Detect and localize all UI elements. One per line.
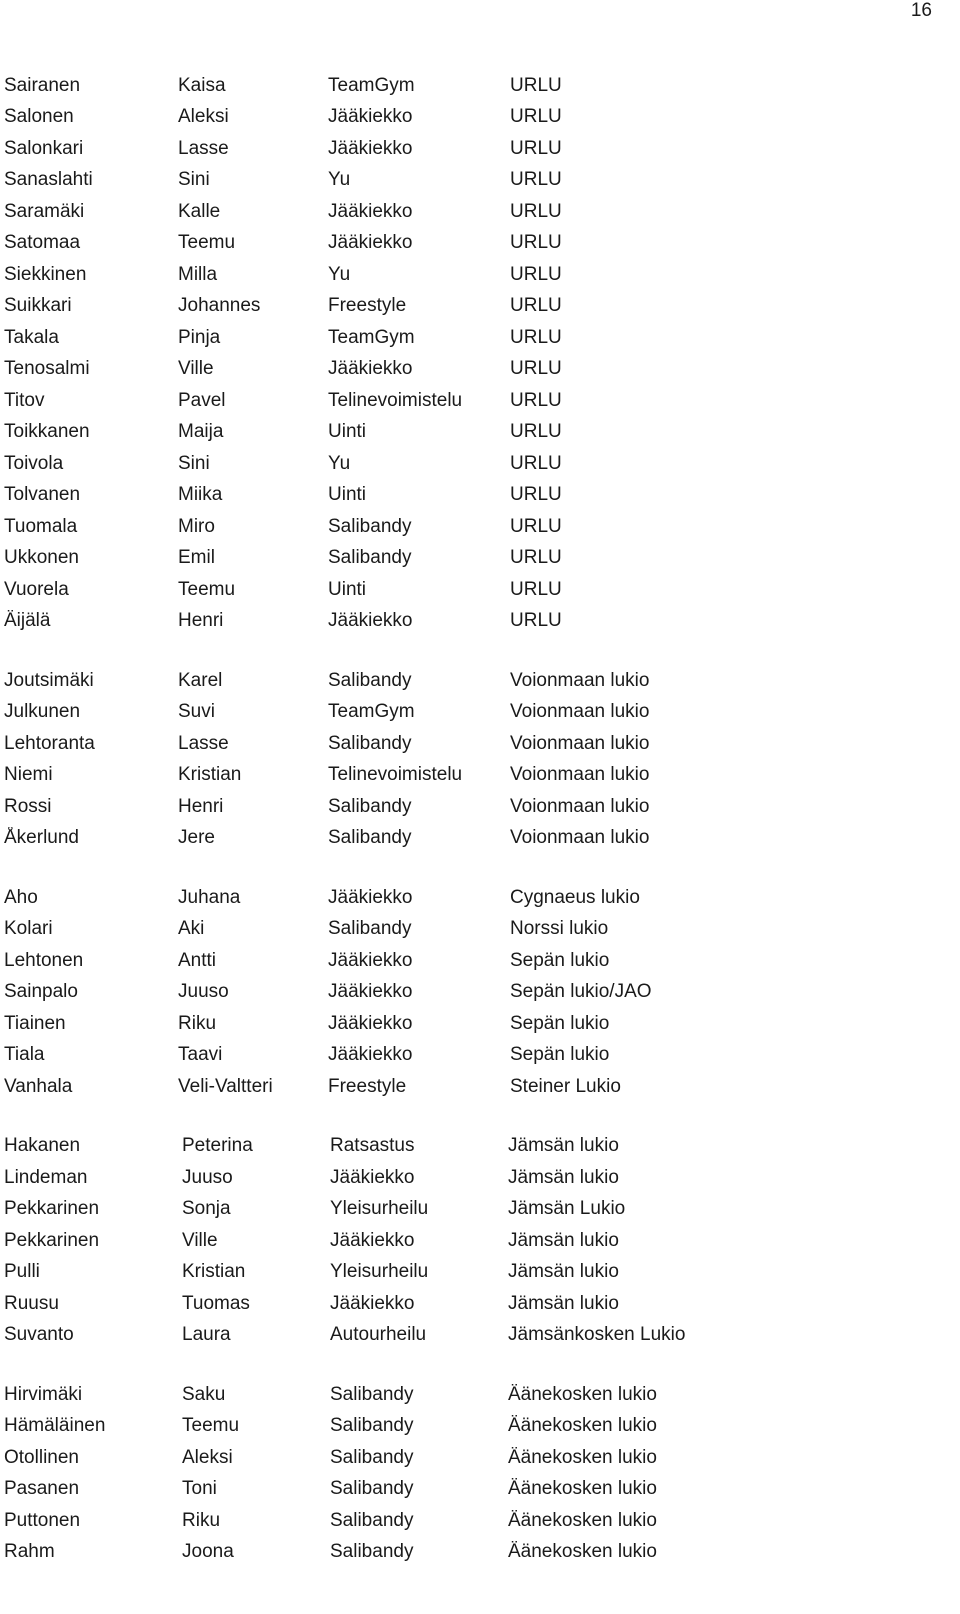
last-name-cell: Salonkari [4,137,84,159]
table-row [4,823,944,855]
table-row [4,882,944,914]
school-cell: Äänekosken lukio [508,1383,657,1405]
sport-cell: Autourheilu [330,1324,427,1346]
last-name-cell: Rahm [4,1541,55,1563]
first-name-cell: Miro [178,515,215,537]
school-cell: URLU [510,74,562,96]
last-name-cell: Ruusu [4,1292,59,1314]
sport-cell: Jääkiekko [328,358,413,380]
first-name-cell: Aleksi [178,106,229,128]
school-cell: Voionmaan lukio [510,827,650,849]
school-cell: URLU [510,232,562,254]
last-name-cell: Vanhala [4,1075,73,1097]
last-name-cell: Toivola [4,452,64,474]
athlete-group [4,882,944,1103]
sport-cell: Salibandy [328,547,412,569]
sport-cell: Jääkiekko [328,981,413,1003]
table-row [4,133,944,165]
table-row [4,354,944,386]
school-cell: URLU [510,200,562,222]
sport-cell: TeamGym [328,74,415,96]
school-cell: Jämsän Lukio [508,1198,626,1220]
first-name-cell: Teemu [182,1415,240,1437]
last-name-cell: Puttonen [4,1509,81,1531]
athlete-group [4,1131,944,1352]
table-row [4,511,944,543]
table-row [4,1505,944,1537]
last-name-cell: Tuomala [4,515,78,537]
sport-cell: Yu [328,452,351,474]
first-name-cell: Milla [178,263,218,285]
school-cell: URLU [510,263,562,285]
last-name-cell: Sanaslahti [4,169,93,191]
last-name-cell: Otollinen [4,1446,79,1468]
last-name-cell: Rossi [4,795,52,817]
last-name-cell: Lindeman [4,1166,88,1188]
school-cell: URLU [510,358,562,380]
school-cell: Sepän lukio [510,949,610,971]
first-name-cell: Pavel [178,389,226,411]
table-row [4,1071,944,1103]
last-name-cell: Salonen [4,106,74,128]
first-name-cell: Juuso [182,1166,233,1188]
table-row [4,417,944,449]
table-row [4,1040,944,1072]
table-row [4,1194,944,1226]
sport-cell: Salibandy [330,1509,414,1531]
first-name-cell: Riku [178,1012,217,1034]
last-name-cell: Tenosalmi [4,358,90,380]
table-row [4,914,944,946]
sport-cell: Jääkiekko [328,106,413,128]
school-cell: URLU [510,169,562,191]
sport-cell: Uinti [328,484,367,506]
last-name-cell: Aho [4,886,38,908]
school-cell: Sepän lukio/JAO [510,981,652,1003]
table-row [4,70,944,102]
page-number: 16 [910,0,932,21]
table-row [4,945,944,977]
first-name-cell: Teemu [178,232,236,254]
first-name-cell: Miika [178,484,223,506]
last-name-cell: Tiala [4,1044,45,1066]
table-row [4,1442,944,1474]
last-name-cell: Tolvanen [4,484,81,506]
last-name-cell: Tiainen [4,1012,66,1034]
first-name-cell: Henri [178,795,224,817]
sport-cell: TeamGym [328,326,415,348]
school-cell: URLU [510,547,562,569]
sport-cell: Jääkiekko [330,1166,415,1188]
sport-cell: TeamGym [328,701,415,723]
last-name-cell: Titov [4,389,45,411]
school-cell: URLU [510,326,562,348]
table-row [4,1225,944,1257]
first-name-cell: Suvi [178,701,215,723]
school-cell: Äänekosken lukio [508,1446,657,1468]
sport-cell: Yleisurheilu [330,1198,429,1220]
school-cell: URLU [510,137,562,159]
school-cell: URLU [510,421,562,443]
first-name-cell: Ville [182,1229,218,1251]
school-cell: Äänekosken lukio [508,1541,657,1563]
first-name-cell: Lasse [178,732,229,754]
first-name-cell: Juuso [178,981,229,1003]
school-cell: Voionmaan lukio [510,795,650,817]
sport-cell: Jääkiekko [328,1012,413,1034]
table-row [4,977,944,1009]
sport-cell: Salibandy [330,1383,414,1405]
sport-cell: Jääkiekko [330,1292,415,1314]
first-name-cell: Henri [178,610,224,632]
last-name-cell: Suvanto [4,1324,74,1346]
school-cell: URLU [510,389,562,411]
sport-cell: Telinevoimistelu [328,389,463,411]
school-cell: Äänekosken lukio [508,1478,657,1500]
last-name-cell: Lehtoranta [4,732,95,754]
school-cell: URLU [510,610,562,632]
first-name-cell: Tuomas [182,1292,250,1314]
last-name-cell: Äijälä [4,610,51,632]
school-cell: URLU [510,452,562,474]
sport-cell: Salibandy [330,1446,414,1468]
school-cell: Jämsänkosken Lukio [508,1324,686,1346]
table-row [4,1257,944,1289]
school-cell: Jämsän lukio [508,1261,619,1283]
first-name-cell: Saku [182,1383,226,1405]
sport-cell: Jääkiekko [328,949,413,971]
last-name-cell: Hirvimäki [4,1383,83,1405]
school-cell: Äänekosken lukio [508,1415,657,1437]
school-cell: Voionmaan lukio [510,701,650,723]
school-cell: Cygnaeus lukio [510,886,640,908]
sport-cell: Yu [328,169,351,191]
table-row [4,543,944,575]
last-name-cell: Pekkarinen [4,1229,100,1251]
table-row [4,1162,944,1194]
first-name-cell: Aleksi [182,1446,233,1468]
table-row [4,697,944,729]
first-name-cell: Jere [178,827,215,849]
sport-cell: Jääkiekko [328,610,413,632]
first-name-cell: Kristian [182,1261,246,1283]
last-name-cell: Siekkinen [4,263,87,285]
first-name-cell: Riku [182,1509,221,1531]
sport-cell: Uinti [328,578,367,600]
school-cell: Sepän lukio [510,1044,610,1066]
last-name-cell: Suikkari [4,295,72,317]
sport-cell: Salibandy [330,1415,414,1437]
sport-cell: Yleisurheilu [330,1261,429,1283]
sport-cell: Salibandy [328,827,412,849]
last-name-cell: Satomaa [4,232,81,254]
sport-cell: Salibandy [328,669,412,691]
first-name-cell: Ville [178,358,214,380]
table-row [4,606,944,638]
last-name-cell: Pulli [4,1261,40,1283]
school-cell: Steiner Lukio [510,1075,621,1097]
school-cell: Jämsän lukio [508,1229,619,1251]
sport-cell: Jääkiekko [328,137,413,159]
sport-cell: Ratsastus [330,1135,415,1157]
school-cell: URLU [510,295,562,317]
sport-cell: Jääkiekko [328,200,413,222]
table-row [4,574,944,606]
last-name-cell: Ukkonen [4,547,79,569]
school-cell: Voionmaan lukio [510,732,650,754]
school-cell: Voionmaan lukio [510,669,650,691]
school-cell: Jämsän lukio [508,1135,619,1157]
sport-cell: Salibandy [330,1541,414,1563]
sport-cell: Jääkiekko [328,232,413,254]
sport-cell: Salibandy [328,918,412,940]
table-row [4,1379,944,1411]
sport-cell: Yu [328,263,351,285]
last-name-cell: Takala [4,326,59,348]
first-name-cell: Kaisa [178,74,226,96]
school-cell: URLU [510,578,562,600]
table-row [4,480,944,512]
last-name-cell: Åkerlund [4,827,79,849]
table-row [4,291,944,323]
sport-cell: Freestyle [328,295,407,317]
sport-cell: Salibandy [328,732,412,754]
table-row [4,1474,944,1506]
school-cell: URLU [510,106,562,128]
table-row [4,1288,944,1320]
last-name-cell: Julkunen [4,701,81,723]
school-cell: URLU [510,484,562,506]
athlete-group [4,70,944,637]
first-name-cell: Karel [178,669,223,691]
first-name-cell: Taavi [178,1044,223,1066]
last-name-cell: Sairanen [4,74,81,96]
athlete-group [4,665,944,854]
last-name-cell: Pasanen [4,1478,80,1500]
first-name-cell: Pinja [178,326,221,348]
table-row [4,448,944,480]
sport-cell: Jääkiekko [328,886,413,908]
table-row [4,102,944,134]
table-row [4,1320,944,1352]
school-cell: Voionmaan lukio [510,764,650,786]
athlete-list [4,70,944,1568]
first-name-cell: Lasse [178,137,229,159]
table-row [4,322,944,354]
first-name-cell: Kristian [178,764,242,786]
table-row [4,791,944,823]
last-name-cell: Hämäläinen [4,1415,106,1437]
table-row [4,1008,944,1040]
school-cell: Äänekosken lukio [508,1509,657,1531]
table-row [4,728,944,760]
last-name-cell: Joutsimäki [4,669,94,691]
first-name-cell: Peterina [182,1135,253,1157]
first-name-cell: Johannes [178,295,261,317]
athlete-group [4,1379,944,1568]
first-name-cell: Antti [178,949,217,971]
sport-cell: Freestyle [328,1075,407,1097]
first-name-cell: Toni [182,1478,217,1500]
table-row [4,665,944,697]
last-name-cell: Vuorela [4,578,69,600]
first-name-cell: Emil [178,547,215,569]
table-row [4,228,944,260]
school-cell: URLU [510,515,562,537]
last-name-cell: Lehtonen [4,949,84,971]
first-name-cell: Kalle [178,200,221,222]
school-cell: Norssi lukio [510,918,609,940]
first-name-cell: Juhana [178,886,241,908]
sport-cell: Salibandy [328,515,412,537]
last-name-cell: Hakanen [4,1135,81,1157]
last-name-cell: Pekkarinen [4,1198,100,1220]
school-cell: Jämsän lukio [508,1166,619,1188]
sport-cell: Salibandy [330,1478,414,1500]
first-name-cell: Aki [178,918,205,940]
first-name-cell: Sini [178,452,210,474]
sport-cell: Jääkiekko [328,1044,413,1066]
last-name-cell: Kolari [4,918,53,940]
last-name-cell: Saramäki [4,200,85,222]
last-name-cell: Toikkanen [4,421,90,443]
table-row [4,1411,944,1443]
table-row [4,1537,944,1569]
first-name-cell: Maija [178,421,224,443]
table-row [4,385,944,417]
sport-cell: Uinti [328,421,367,443]
sport-cell: Telinevoimistelu [328,764,463,786]
last-name-cell: Sainpalo [4,981,78,1003]
first-name-cell: Veli-Valtteri [178,1075,273,1097]
sport-cell: Salibandy [328,795,412,817]
table-row [4,196,944,228]
school-cell: Sepän lukio [510,1012,610,1034]
table-row [4,259,944,291]
table-row [4,1131,944,1163]
first-name-cell: Joona [182,1541,234,1563]
table-row [4,165,944,197]
last-name-cell: Niemi [4,764,53,786]
first-name-cell: Sini [178,169,210,191]
first-name-cell: Laura [182,1324,231,1346]
sport-cell: Jääkiekko [330,1229,415,1251]
school-cell: Jämsän lukio [508,1292,619,1314]
table-row [4,760,944,792]
first-name-cell: Sonja [182,1198,231,1220]
first-name-cell: Teemu [178,578,236,600]
